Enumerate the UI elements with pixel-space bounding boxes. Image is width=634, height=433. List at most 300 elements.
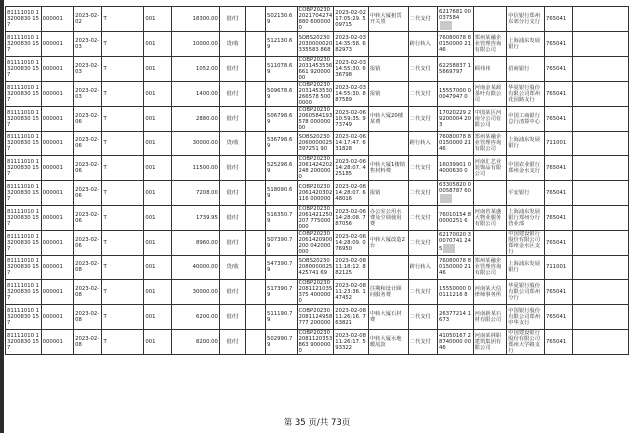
channel-text: 二代支付 [409,16,431,22]
timestamp-text: 2023-02-03 14:55:30. 887589 [335,84,366,103]
counterparty-account-text: 17020229 29200004 203 [439,109,472,128]
memo-cell [368,230,408,255]
memo-cell [368,329,408,354]
counterparty-name-cell [473,7,507,32]
empty-cell [573,255,629,280]
voucher-number-text: 517390.79 [267,286,293,298]
timestamp-text: 2023-02-06 14:28:08. 787056 [335,208,366,227]
counterparty-bank-cell [507,205,545,230]
org-code-text: 765041 [545,165,567,171]
counterparty-name-text: 河南某大信律师事务所 [474,286,502,298]
currency-code-cell [41,305,74,330]
counterparty-bank-text: 招商银行 [508,65,530,72]
branch-code-cell [144,205,171,230]
currency-code-cell [41,7,74,32]
branch-code-cell [144,32,171,57]
counterparty-bank-cell [507,181,545,206]
direction-cell [219,32,245,57]
flag-cell [102,32,144,57]
branch-code-cell [144,81,171,106]
currency-code-cell [41,205,74,230]
flag-text: T [103,289,107,295]
currency-code-text: 000001 [42,289,63,295]
memo-cell [368,205,408,230]
currency-code-text: 000001 [42,189,63,196]
counterparty-name-cell [473,305,507,330]
branch-code-cell [144,106,171,131]
flag-cell [102,280,144,305]
counterparty-name-text: 河南金某源茶叶有限公司 [474,84,502,103]
counterparty-bank-text: 平安银行 [508,189,530,196]
timestamp-cell [334,32,369,57]
currency-code-cell [41,181,74,206]
account-number-text: 81111010 13200830 157 [7,10,40,28]
direction-text: 借/付 [226,313,239,320]
org-code-text: 765041 [545,40,567,47]
org-code-cell [544,205,572,230]
counterparty-name-text: 郑州某融企业管理咨询有限公司 [474,34,502,53]
timestamp-text: 2023-02-08 11:26:17. 593322 [335,332,366,351]
amount-text: 7208.00 [196,189,218,196]
ledger-row [6,156,629,181]
branch-code-cell [144,131,171,156]
counterparty-account-cell [438,156,474,181]
channel-cell [408,56,437,81]
memo-cell [368,81,408,106]
counterparty-account-text: 76080078 80150000 2146 [439,258,472,277]
counterparty-account-cell [438,32,474,57]
direction-text: 贷/收 [226,40,239,47]
counterparty-name-cell [473,280,507,305]
date-cell [74,329,102,354]
counterparty-bank-cell [507,305,545,330]
org-code-text: 765041 [545,313,567,320]
account-number-text: 81111010 13200830 157 [7,34,40,53]
timestamp-text: 2023-02-03 14:35:58. 682973 [335,34,366,53]
flag-cell [102,106,144,131]
memo-text: 中转大厦租赁开关票 [369,13,402,25]
org-code-text: 711001 [545,264,567,271]
empty-cell [573,329,629,354]
ledger-row [6,280,629,305]
currency-code-text: 000001 [42,115,63,122]
channel-text: 二代支付 [409,189,431,196]
org-code-cell [544,305,572,330]
currency-code-cell [41,32,74,57]
org-code-cell [544,131,572,156]
channel-text: 二代支付 [409,338,431,345]
timestamp-text: 2023-02-06 14:17:47. 631828 [335,134,366,153]
counterparty-bank-cell [507,280,545,305]
memo-text: 中转大厦水地暖尾款 [369,335,402,348]
org-code-cell [544,32,572,57]
direction-text: 借/付 [226,338,239,345]
branch-code-cell [144,56,171,81]
org-code-text: 765041 [545,239,567,246]
branch-code-text: 001 [145,115,156,122]
empty-cell [573,230,629,255]
counterparty-bank-text: 华夏银行股份有限公司郑州分行 [508,283,541,301]
counterparty-name-cell [473,329,507,354]
account-number-text: 81111010 13200830 157 [7,332,40,351]
voucher-number-cell [266,230,297,255]
empty-cell [573,56,629,81]
direction-text: 借/付 [226,239,239,246]
counterparty-account-cell [438,81,474,106]
counterparty-bank-cell [507,255,545,280]
voucher-number-cell [266,81,297,106]
account-number-text: 81111010 13200830 157 [7,159,40,177]
flag-text: T [103,165,107,171]
timestamp-cell [334,205,369,230]
currency-code-text: 000001 [42,65,63,72]
reference-number-cell [297,7,334,32]
ledger-row [6,181,629,206]
timestamp-text: 2023-02-08 11:23:36. 147452 [335,283,366,301]
channel-cell [408,131,437,156]
ledger-row [6,7,629,32]
counterparty-name-cell [473,230,507,255]
empty-cell [246,280,266,305]
ledger-row [6,305,629,330]
counterparty-bank-text: 华夏银行股份有限公司郑州花园路支行 [508,84,541,103]
org-code-cell [544,7,572,32]
timestamp-text: 2023-02-06 10:59:35. 973749 [335,109,366,128]
empty-cell [573,305,629,330]
date-text: 2023-02-06 [75,236,100,249]
branch-code-text: 001 [145,313,156,320]
account-number-text: 81111010 13200830 157 [7,84,40,103]
memo-cell [368,106,408,131]
account-number-cell [6,156,42,181]
reference-number-cell [297,32,334,57]
flag-cell [102,131,144,156]
channel-cell [408,81,437,106]
flag-text: T [103,65,107,72]
direction-cell [219,56,245,81]
timestamp-cell [334,131,369,156]
amount-text: 1052.00 [196,65,218,72]
date-cell [74,56,102,81]
amount-text: 2880.00 [196,115,218,122]
counterparty-account-cell [438,280,474,305]
voucher-number-text: 506798.69 [267,112,293,125]
amount-text: 10000.00 [192,40,218,47]
counterparty-name-text: 顾伟伟 [474,65,491,72]
voucher-number-cell [266,7,297,32]
currency-code-cell [41,280,74,305]
empty-cell [246,181,266,206]
direction-cell [219,106,245,131]
amount-cell [171,329,219,354]
account-number-text: 81111010 13200830 157 [7,208,40,227]
org-code-text: 765041 [545,115,567,122]
account-number-text: 81111010 13200830 157 [7,283,40,301]
counterparty-name-text: 河南汇艺业装饰品有限公司 [474,159,502,177]
reference-number-text: COBP202302081121035375 4000000 [298,280,333,304]
counterparty-account-text: 76010154 80000251 6 [439,211,472,224]
currency-code-text: 000001 [42,239,63,246]
branch-code-text: 001 [145,65,156,72]
account-number-text: 81111010 13200830 157 [7,258,40,277]
flag-text: T [103,214,107,221]
counterparty-name-text: 郑州某融企业管理咨询有限公司 [474,258,502,277]
direction-cell [219,305,245,330]
counterparty-name-cell [473,255,507,280]
voucher-number-text: 509678.69 [267,87,293,100]
amount-cell [171,56,219,81]
counterparty-bank-cell [507,131,545,156]
counterparty-bank-cell [507,106,545,131]
branch-code-cell [144,181,171,206]
voucher-number-cell [266,280,297,305]
channel-cell [408,181,437,206]
counterparty-bank-text: 上海浦东发展银行 [508,137,541,150]
memo-text: 报销 [369,90,381,97]
counterparty-account-cell [438,56,474,81]
memo-text: 中转大厦石材费 [369,310,402,323]
channel-text: 二代支付 [409,90,431,97]
amount-cell [171,32,219,57]
flag-cell [102,305,144,330]
direction-cell [219,181,245,206]
counterparty-account-text: 76080078 80150000 2146 [439,134,472,153]
counterparty-bank-text: 中国农业银行郑州金水支行 [508,162,541,174]
channel-cell [408,305,437,330]
flag-cell [102,181,144,206]
voucher-number-cell [266,181,297,206]
account-number-cell [6,305,42,330]
counterparty-account-cell [438,230,474,255]
scan-edge-shadow [0,0,4,433]
currency-code-cell [41,329,74,354]
date-text: 2023-02-06 [75,211,100,224]
date-text: 2023-02-06 [75,162,100,174]
org-code-text: 765041 [545,289,567,295]
ledger-row [6,106,629,131]
date-text: 2023-02-03 [75,37,100,50]
currency-code-cell [41,131,74,156]
voucher-number-cell [266,205,297,230]
flag-cell [102,56,144,81]
amount-text: 1739.95 [196,214,218,221]
flag-cell [102,156,144,181]
redaction-block [443,244,455,253]
direction-text: 贷/收 [226,140,239,147]
amount-cell [171,230,219,255]
empty-cell [573,32,629,57]
memo-cell [368,7,408,32]
counterparty-name-cell [473,106,507,131]
amount-text: 40000.00 [192,264,218,271]
memo-text: 中转大厦20楼某费 [369,112,404,125]
timestamp-cell [334,56,369,81]
account-number-cell [6,56,42,81]
empty-cell [246,56,266,81]
empty-cell [246,230,266,255]
amount-text: 8960.00 [196,239,218,246]
counterparty-account-text: 15550000 00111216 8 [439,286,472,298]
voucher-number-cell [266,32,297,57]
empty-cell [246,255,266,280]
date-text: 2023-02-08 [75,286,100,298]
date-cell [74,32,102,57]
account-number-cell [6,81,42,106]
counterparty-bank-text: 中信银行郑州东郊分行支行 [508,13,541,25]
counterparty-account-text: 41050167 28740000 0046 [439,332,472,351]
branch-code-text: 001 [145,214,156,221]
currency-code-cell [41,255,74,280]
voucher-number-text: 511078.69 [267,62,293,75]
reference-number-text: COBP202302060584193578 00000000 [298,106,333,131]
ledger-row [6,205,629,230]
timestamp-text: 2023-02-08 11:26:16. 763821 [335,307,366,326]
org-code-cell [544,329,572,354]
currency-code-text: 000001 [42,16,63,22]
date-text: 2023-02-02 [75,13,100,25]
ledger-row [6,131,629,156]
account-number-cell [6,106,42,131]
channel-cell [408,7,437,32]
date-cell [74,255,102,280]
date-cell [74,305,102,330]
reference-number-text: SOBS202302080000025425741 69 [298,258,333,277]
counterparty-name-cell [473,56,507,81]
reference-number-cell [297,205,334,230]
empty-cell [573,131,629,156]
direction-text: 借/付 [226,214,239,221]
org-code-text: 765041 [545,338,567,345]
flag-text: T [103,239,107,246]
date-cell [74,230,102,255]
amount-cell [171,106,219,131]
flag-text: T [103,313,107,320]
empty-cell [573,81,629,106]
direction-text: 借/付 [226,16,239,22]
counterparty-account-cell [438,7,474,32]
channel-text: 二代支付 [409,239,431,246]
voucher-number-text: 502130.69 [267,13,293,25]
empty-cell [246,205,266,230]
direction-text: 借/付 [226,90,239,97]
currency-code-cell [41,56,74,81]
voucher-number-cell [266,131,297,156]
timestamp-text: 2023-02-02 17:05:29. 509715 [335,10,366,28]
counterparty-name-cell [473,181,507,206]
counterparty-account-text: 15557000 00047947 0 [439,87,472,100]
counterparty-account-cell [438,329,474,354]
flag-cell [102,7,144,32]
ledger-row [6,230,629,255]
org-code-text: 765041 [545,214,567,221]
channel-text: 二代支付 [409,313,431,320]
counterparty-account-text: 6217681 00037584 [439,8,472,21]
counterparty-account-cell [438,205,474,230]
amount-cell [171,81,219,106]
direction-text: 贷/收 [226,264,239,271]
reference-number-cell [297,106,334,131]
memo-cell [368,32,408,57]
channel-text: 二代支付 [409,165,431,171]
counterparty-account-cell [438,305,474,330]
branch-code-text: 001 [145,16,156,22]
reference-number-text: COBP202302031453530266578 5000000 [298,81,333,106]
account-number-text: 81111010 13200830 157 [7,233,40,252]
voucher-number-text: 507390.79 [267,236,293,249]
redaction-block [440,21,452,30]
channel-text: 二代支付 [409,115,431,122]
account-number-cell [6,230,42,255]
counterparty-name-cell [473,205,507,230]
counterparty-name-cell [473,156,507,181]
channel-cell [408,280,437,305]
amount-cell [171,280,219,305]
branch-code-text: 001 [145,239,156,246]
date-text: 2023-02-08 [75,310,100,323]
account-number-cell [6,255,42,280]
counterparty-bank-text: 中国银行股份有限公司郑州中华支行 [508,307,541,326]
voucher-number-text: 512130.69 [267,37,293,50]
empty-cell [246,81,266,106]
date-cell [74,7,102,32]
counterparty-name-cell [473,131,507,156]
counterparty-bank-cell [507,156,545,181]
voucher-number-cell [266,255,297,280]
timestamp-cell [334,305,369,330]
branch-code-text: 001 [145,264,156,271]
voucher-number-text: 525298.69 [267,162,293,174]
timestamp-text: 2023-02-08 11:18:12. 882125 [335,258,366,277]
reference-number-text: COBP202302061420302116 000000 [298,183,333,202]
amount-text: 1400.00 [196,90,218,97]
flag-cell [102,230,144,255]
counterparty-bank-text: 上海浦东发展银行 [508,37,541,50]
account-number-text: 81111010 13200830 157 [7,307,40,326]
currency-code-text: 000001 [42,165,63,171]
counterparty-name-text: 郑州某融企业管理咨询有限公司 [474,134,502,153]
amount-cell [171,305,219,330]
direction-cell [219,255,245,280]
counterparty-bank-cell [507,81,545,106]
empty-cell [573,156,629,181]
ledger-row [6,329,629,354]
voucher-number-cell [266,305,297,330]
flag-text: T [103,338,107,345]
reference-number-text: COBP202302081124958777 200000 [298,307,333,326]
branch-code-text: 001 [145,189,156,196]
counterparty-bank-text: 中国建设银行股份有限公司郑州金水区支行 [508,230,541,255]
date-text: 2023-02-08 [75,261,100,274]
counterparty-account-text: 16039901 04000630 0 [439,162,472,174]
channel-text: 跨行转入 [409,264,431,271]
counterparty-bank-cell [507,329,545,354]
org-code-cell [544,56,572,81]
memo-text: 报销 [369,65,381,72]
voucher-number-text: 511190.79 [267,310,293,323]
counterparty-name-cell [473,32,507,57]
empty-cell [246,7,266,32]
timestamp-text: 2023-02-03 14:55:30. 636798 [335,59,366,78]
counterparty-account-text: 26377214 1673 [439,310,472,323]
branch-code-text: 001 [145,90,156,97]
org-code-text: 765041 [545,65,567,72]
org-code-cell [544,81,572,106]
memo-cell [368,305,408,330]
channel-cell [408,230,437,255]
channel-cell [408,329,437,354]
counterparty-account-text: 62170020 30070741 245 [439,232,472,252]
voucher-number-text: 536798.69 [267,137,293,150]
